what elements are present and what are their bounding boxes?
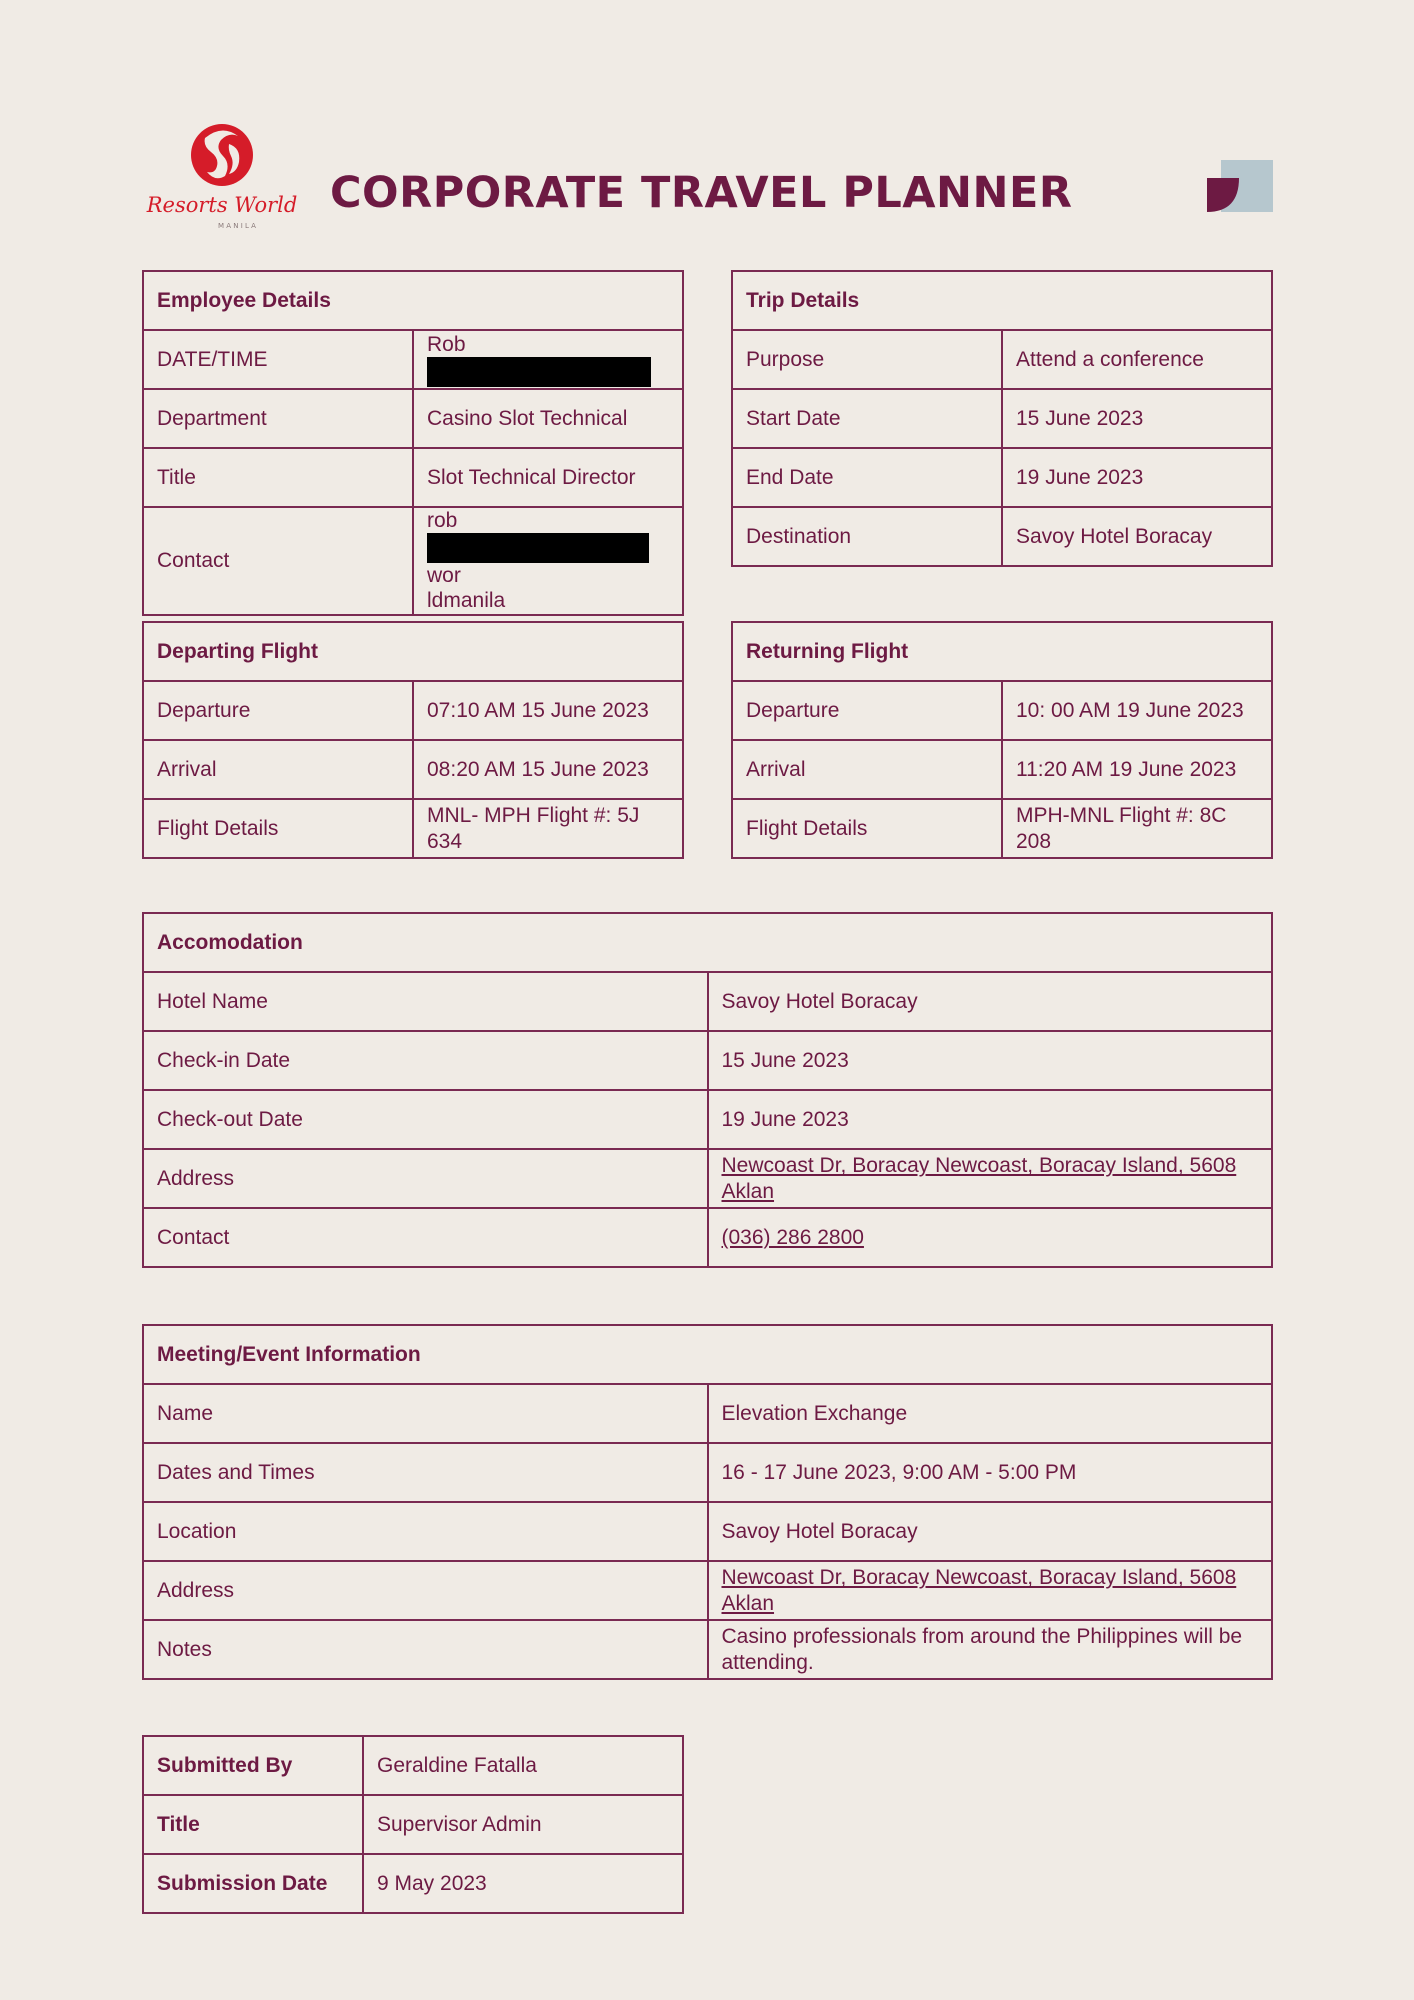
table-row <box>732 740 1272 799</box>
row-label: Dates and Times <box>143 1443 708 1502</box>
table-row <box>143 330 683 389</box>
row-value: Geraldine Fatalla <box>363 1736 683 1795</box>
row-value-cell <box>708 1149 1273 1208</box>
row-label: Start Date <box>732 389 1002 448</box>
table-row <box>143 448 683 507</box>
row-label: Notes <box>143 1620 708 1679</box>
row-label: Flight Details <box>143 799 413 858</box>
table-row <box>143 1208 1272 1267</box>
employee-name-text: Rob <box>427 332 466 356</box>
row-value: 10: 00 AM 19 June 2023 <box>1002 681 1272 740</box>
row-label: Check-in Date <box>143 1031 708 1090</box>
row-value-cell <box>708 1208 1273 1267</box>
table-row <box>143 1561 1272 1620</box>
row-label: Submission Date <box>143 1854 363 1913</box>
table-row <box>143 1031 1272 1090</box>
corner-decoration-icon <box>1205 158 1273 214</box>
event-address-link[interactable]: Newcoast Dr, Boracay Newcoast, Boracay Island, 5608 Aklan <box>721 1566 1237 1615</box>
departing-flight-heading: Departing Flight <box>143 622 683 681</box>
table-row <box>143 1502 1272 1561</box>
row-label: Hotel Name <box>143 972 708 1031</box>
employee-contact-value <box>413 507 683 615</box>
employee-name-value <box>413 330 683 389</box>
row-value: 19 June 2023 <box>708 1090 1273 1149</box>
row-value: Slot Technical Director <box>413 448 683 507</box>
row-label: Address <box>143 1561 708 1620</box>
row-value: 15 June 2023 <box>1002 389 1272 448</box>
row-value: MPH-MNL Flight #: 8C 208 <box>1002 799 1272 858</box>
table-row <box>143 1854 683 1913</box>
row-label: Purpose <box>732 330 1002 389</box>
row-label: Arrival <box>143 740 413 799</box>
row-value: Casino professionals from around the Philippines will be attending. <box>708 1620 1273 1679</box>
table-row <box>143 1384 1272 1443</box>
row-label: Destination <box>732 507 1002 566</box>
table-row <box>143 1443 1272 1502</box>
page-title: CORPORATE TRAVEL PLANNER <box>330 168 1073 218</box>
row-value: Supervisor Admin <box>363 1795 683 1854</box>
resorts-world-logo-icon <box>145 120 300 235</box>
returning-flight-table <box>731 621 1273 859</box>
row-label: DATE/TIME <box>143 330 413 389</box>
contact-text: wor <box>427 564 461 588</box>
row-label: Name <box>143 1384 708 1443</box>
table-row <box>732 799 1272 858</box>
corner-decoration <box>1205 158 1273 214</box>
row-label: Contact <box>143 1208 708 1267</box>
trip-details-heading: Trip Details <box>732 271 1272 330</box>
row-value-cell <box>708 1561 1273 1620</box>
table-row <box>732 330 1272 389</box>
row-label: Submitted By <box>143 1736 363 1795</box>
hotel-address-link[interactable]: Newcoast Dr, Boracay Newcoast, Boracay Island, 5608 Aklan <box>721 1154 1237 1203</box>
table-row <box>143 389 683 448</box>
row-value: 16 - 17 June 2023, 9:00 AM - 5:00 PM <box>708 1443 1273 1502</box>
row-value: Savoy Hotel Boracay <box>1002 507 1272 566</box>
row-label: Flight Details <box>732 799 1002 858</box>
table-row <box>732 448 1272 507</box>
meeting-event-heading: Meeting/Event Information <box>143 1325 1272 1384</box>
table-row <box>143 740 683 799</box>
table-row <box>143 1736 683 1795</box>
submission-table <box>142 1735 684 1914</box>
row-value: Savoy Hotel Boracay <box>708 1502 1273 1561</box>
trip-details-table <box>731 270 1273 567</box>
row-label: Departure <box>732 681 1002 740</box>
row-label: Title <box>143 1795 363 1854</box>
row-label: End Date <box>732 448 1002 507</box>
employee-details-table <box>142 270 684 616</box>
row-label: Department <box>143 389 413 448</box>
row-value: 07:10 AM 15 June 2023 <box>413 681 683 740</box>
row-value: Elevation Exchange <box>708 1384 1273 1443</box>
table-row <box>732 681 1272 740</box>
table-row <box>143 681 683 740</box>
table-row <box>732 507 1272 566</box>
row-label: Title <box>143 448 413 507</box>
row-value: Attend a conference <box>1002 330 1272 389</box>
row-value: 15 June 2023 <box>708 1031 1273 1090</box>
hotel-phone-link[interactable]: (036) 286 2800 <box>721 1225 864 1249</box>
contact-text: ldmanila <box>427 589 506 613</box>
table-row <box>143 1795 683 1854</box>
employee-details-heading: Employee Details <box>143 271 683 330</box>
row-label: Arrival <box>732 740 1002 799</box>
row-value: 08:20 AM 15 June 2023 <box>413 740 683 799</box>
table-row <box>732 389 1272 448</box>
logo-script-text: Resorts World <box>146 193 298 217</box>
logo-sub-text: M A N I L A <box>218 222 256 230</box>
row-label: Check-out Date <box>143 1090 708 1149</box>
table-row <box>143 1149 1272 1208</box>
contact-text: rob <box>427 509 458 532</box>
meeting-event-table <box>142 1324 1273 1680</box>
accommodation-heading: Accomodation <box>143 913 1272 972</box>
returning-flight-heading: Returning Flight <box>732 622 1272 681</box>
row-label: Departure <box>143 681 413 740</box>
redaction-bar <box>427 357 651 387</box>
row-label: Address <box>143 1149 708 1208</box>
accommodation-table <box>142 912 1273 1268</box>
row-value: MNL- MPH Flight #: 5J 634 <box>413 799 683 858</box>
redaction-bar <box>427 533 649 563</box>
row-value: 11:20 AM 19 June 2023 <box>1002 740 1272 799</box>
table-row <box>143 799 683 858</box>
row-value: Savoy Hotel Boracay <box>708 972 1273 1031</box>
row-label: Contact <box>143 507 413 615</box>
table-row <box>143 507 683 615</box>
table-row <box>143 1620 1272 1679</box>
row-value: Casino Slot Technical <box>413 389 683 448</box>
row-value: 9 May 2023 <box>363 1854 683 1913</box>
resorts-world-logo <box>145 120 300 235</box>
row-value: 19 June 2023 <box>1002 448 1272 507</box>
table-row <box>143 972 1272 1031</box>
table-row <box>143 1090 1272 1149</box>
departing-flight-table <box>142 621 684 859</box>
row-label: Location <box>143 1502 708 1561</box>
